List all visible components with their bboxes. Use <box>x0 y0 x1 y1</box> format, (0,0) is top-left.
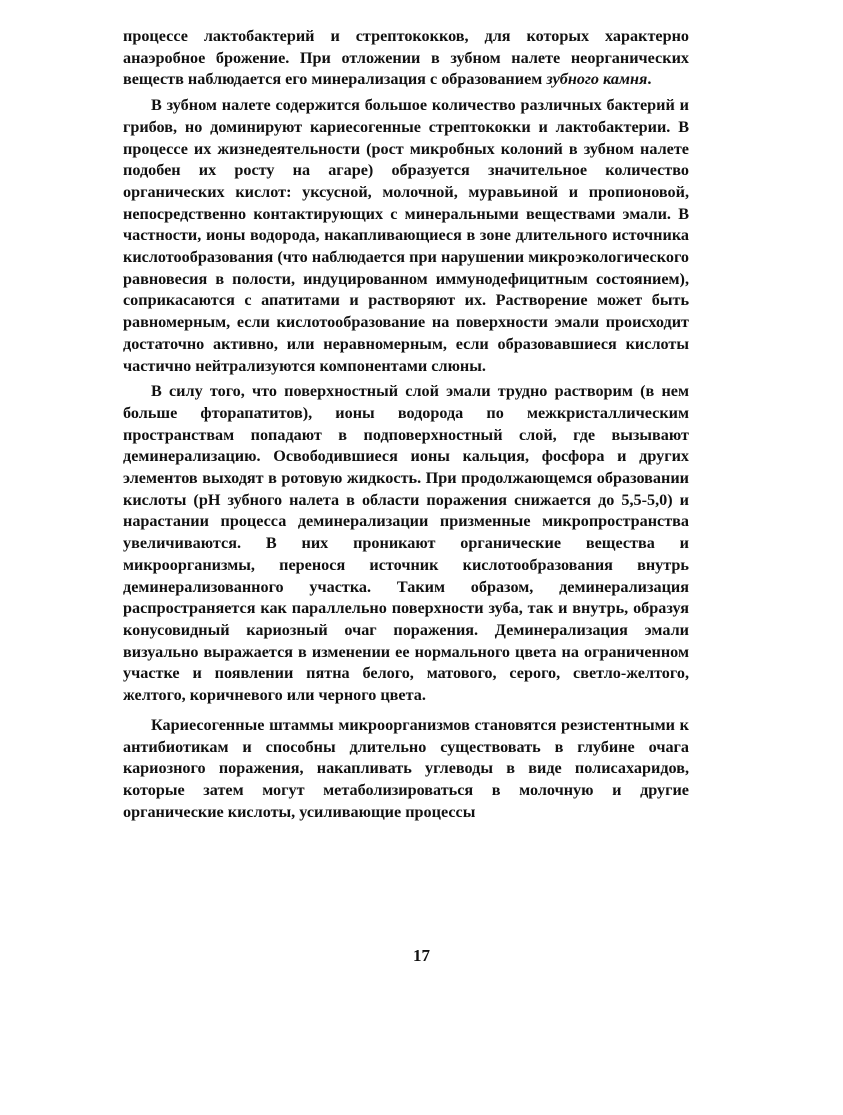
paragraph-1-tail: . <box>647 70 652 89</box>
paragraph-1-text: процессе лактобактерий и стрептококков, для которых характерно анаэробное брожение. При отложении в зубном налете неорганических веществ наблюдается его минерализация с образованием <box>123 27 689 89</box>
paragraph-1 <box>123 26 689 91</box>
page-number: 17 <box>413 946 430 965</box>
paragraph-2: В зубном налете содержится большое количество различных бактерий и грибов, но доминируют кариесогенные стрептококки и лактобактерии. В процессе их жизнедеятельности (рост микробных колоний в зубном налете подобен их росту на агаре) образуется значительное количество органических кислот: уксусной, молочной, муравьиной и пропионовой, непосредственно контактирующих с минеральными веществами эмали. В частности, ионы водорода, накапливающиеся в зоне длительного источника кислотообразования (что наблюдается при нарушении микроэкологического равновесия в полости, индуцированном иммунодефицитным состоянием), соприкасаются с апатитами и растворяют их. Растворение может быть равномерным, если кислотообразование на поверхности эмали происходит достаточно активно, или неравномерным, если образовавшиеся кислоты частично нейтрализуются компонентами слюны. <box>123 96 689 375</box>
paragraph-4: Кариесогенные штаммы микроорганизмов становятся резистентными к антибиотикам и способны длительно существовать в глубине очага кариозного поражения, накапливать углеводы в виде полисахаридов, которые затем могут метаболизироваться в молочную и другие органические кислоты, усиливающие процессы <box>123 715 689 821</box>
paragraph-3: В силу того, что поверхностный слой эмали трудно растворим (в нем больше фторапатитов), ионы водорода по межкристаллическим пространствам попадают в подповерхностный слой, где вызывают деминерализацию. Освободившиеся ионы кальция, фосфора и других элементов выходят в ротовую жидкость. При продолжающемся образовании кислоты (рН зубного налета в области поражения снижается до 5,5-5,0) и нарастании процесса деминерализации призменные микропространства увеличиваются. В них проникают органические вещества и микроорганизмы, перенося источник кислотообразования внутрь деминерализованного участка. Таким образом, деминерализация распространяется как параллельно поверхности зуба, так и внутрь, образуя конусовидный кариозный очаг поражения. Деминерализация эмали визуально выражается в изменении ее нормального цвета на ограниченном участке и появлении пятна белого, матового, серого, светло-желтого, желтого, коричневого или черного цвета. <box>123 382 689 705</box>
page-body <box>123 26 689 823</box>
paragraph-1-emphasis: зубного камня <box>546 70 648 89</box>
